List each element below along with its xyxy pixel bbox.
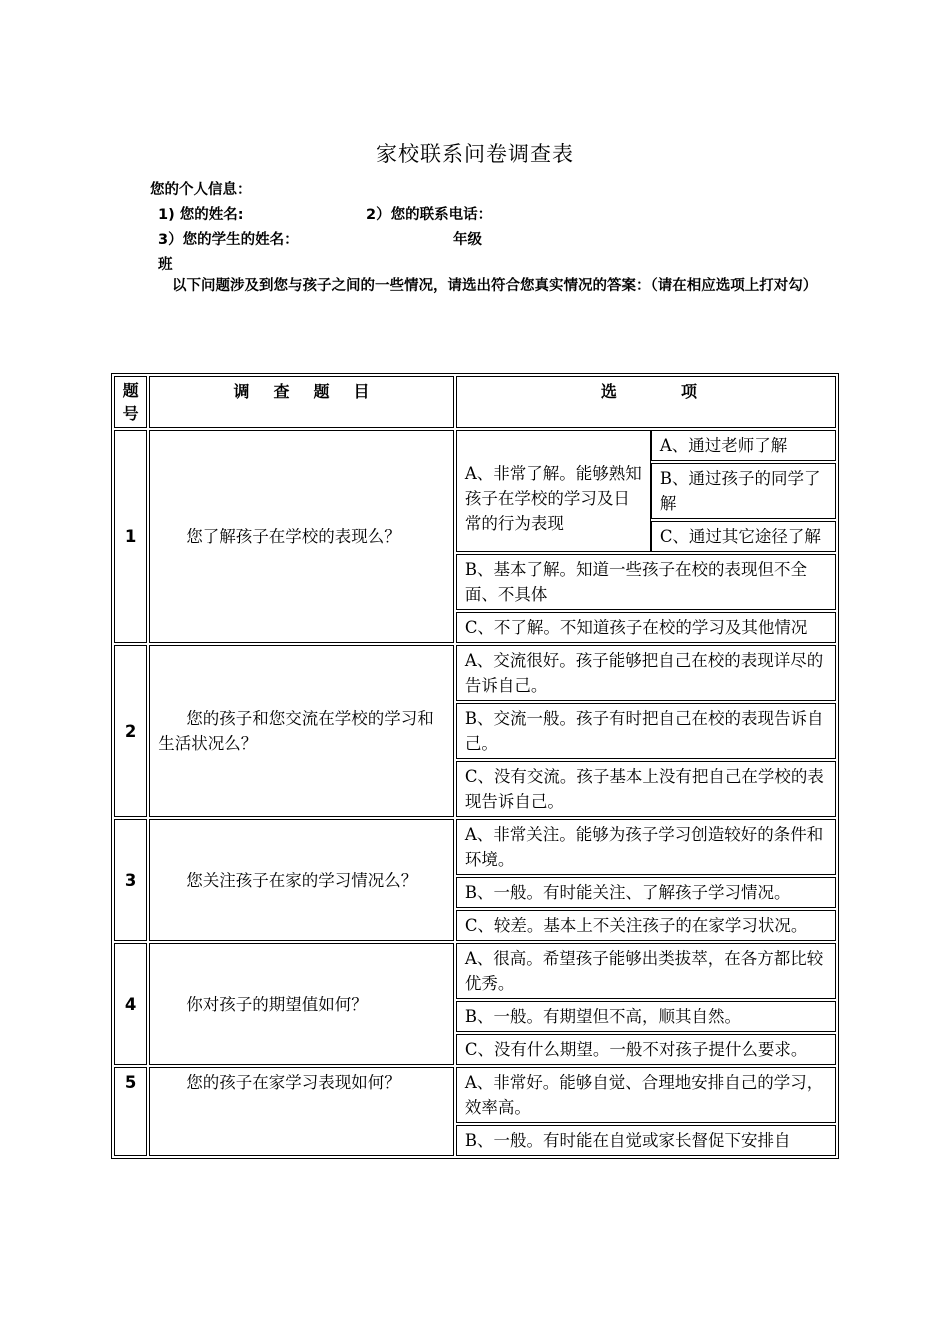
table-row: [114, 819, 836, 875]
option-cell: A、交流很好。孩子能够把自己在校的表现详尽的告诉自己。: [456, 645, 836, 701]
header-question: [149, 376, 454, 428]
personal-info-label: 您的个人信息：: [150, 182, 252, 198]
question-cell: 您的孩子和您交流在学校的学习和生活状况么？: [149, 645, 454, 817]
header-question-char: 目: [353, 382, 370, 401]
student-name-label: 3）您的学生的姓名：: [158, 232, 299, 248]
option-cell: B、交流一般。孩子有时把自己在校的表现告诉自己。: [456, 703, 836, 759]
sub-option-cell: A、通过老师了解: [651, 430, 836, 461]
table-row: [114, 645, 836, 701]
header-num: 题号: [114, 376, 147, 428]
option-cell: C、没有什么期望。一般不对孩子提什么要求。: [456, 1034, 836, 1065]
sub-option-cell: B、通过孩子的同学了解: [651, 463, 836, 519]
header-question-char: 题: [313, 382, 330, 401]
class-label: 班: [158, 257, 173, 273]
option-cell: B、一般。有时能在自觉或家长督促下安排自: [456, 1125, 836, 1156]
grade-label: 年级: [453, 232, 482, 248]
sub-option-cell: C、通过其它途径了解: [651, 521, 836, 552]
option-cell: A、非常关注。能够为孩子学习创造较好的条件和环境。: [456, 819, 836, 875]
option-cell: A、很高。希望孩子能够出类拔萃，在各方都比较优秀。: [456, 943, 836, 999]
phone-label: 2）您的联系电话：: [366, 207, 493, 223]
header-row: [114, 376, 836, 428]
intro-text: 以下问题涉及到您与孩子之间的一些情况，请选出符合您真实情况的答案：（请在相应选项上打对勾）: [172, 278, 818, 294]
option-cell: A、非常好。能够自觉、合理地安排自己的学习，效率高。: [456, 1067, 836, 1123]
table-row: [114, 943, 836, 999]
option-cell: B、基本了解。知道一些孩子在校的表现但不全面、不具体: [456, 554, 836, 610]
name-label: 1) 您的姓名:: [158, 207, 244, 223]
survey-table: [111, 373, 839, 1159]
table-row: [114, 1067, 836, 1123]
header-question-char: 调: [233, 382, 250, 401]
header-question-char: 查: [273, 382, 290, 401]
option-cell: B、一般。有期望但不高，顺其自然。: [456, 1001, 836, 1032]
question-cell: 你对孩子的期望值如何？: [149, 943, 454, 1065]
page-title: 家校联系问卷调查表: [376, 142, 574, 166]
header-option-left: 选: [600, 382, 617, 401]
option-cell: A、非常了解。能够熟知孩子在学校的学习及日常的行为表现: [456, 430, 651, 552]
option-cell: C、较差。基本上不关注孩子的在家学习状况。: [456, 910, 836, 941]
option-cell: C、没有交流。孩子基本上没有把自己在学校的表现告诉自己。: [456, 761, 836, 817]
option-cell: B、一般。有时能关注、了解孩子学习情况。: [456, 877, 836, 908]
question-cell: 您了解孩子在学校的表现么？: [149, 430, 454, 643]
table-row: [114, 430, 836, 552]
header-options: [456, 376, 836, 428]
option-a-group: [456, 430, 836, 552]
row-number: 3: [114, 819, 147, 941]
question-cell: 您关注孩子在家的学习情况么？: [149, 819, 454, 941]
row-number: 1: [114, 430, 147, 643]
row-number: 2: [114, 645, 147, 817]
row-number: 4: [114, 943, 147, 1065]
option-cell: C、不了解。不知道孩子在校的学习及其他情况: [456, 612, 836, 643]
question-cell: 您的孩子在家学习表现如何？: [149, 1067, 454, 1156]
header-option-right: 项: [680, 382, 697, 401]
row-number: 5: [114, 1067, 147, 1156]
